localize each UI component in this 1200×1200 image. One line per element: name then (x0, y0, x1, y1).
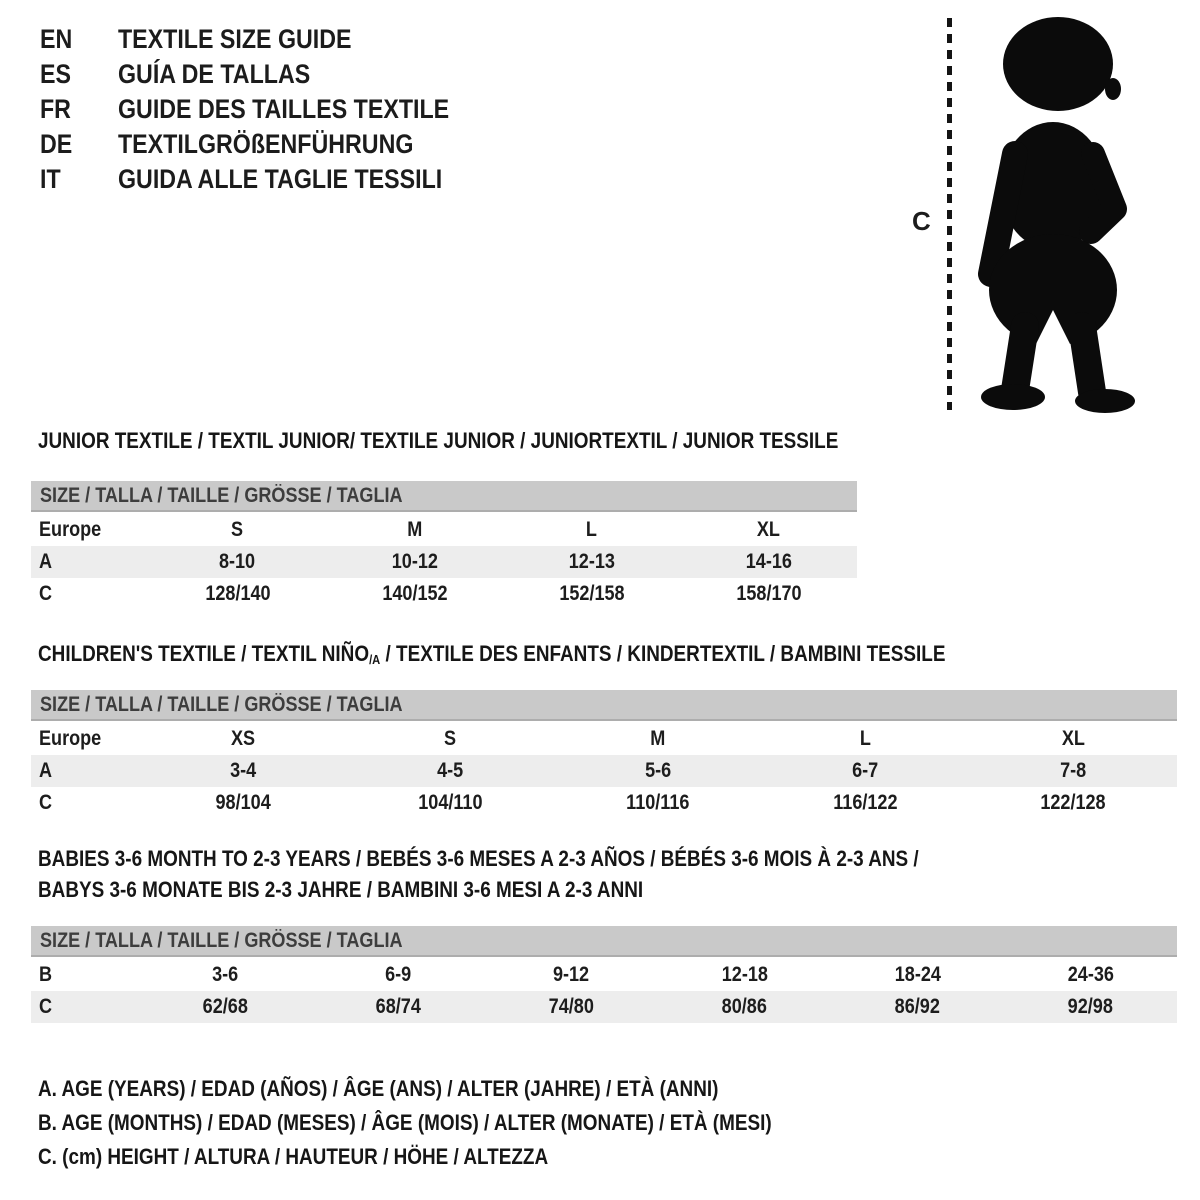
language-row-de (40, 127, 503, 162)
height-measure-label: C (912, 206, 931, 236)
table-row (31, 546, 857, 578)
cell-text: C (39, 995, 53, 1018)
cell-text: 86/92 (894, 995, 941, 1018)
size-value-cell (503, 514, 680, 546)
legend-line-a: A. AGE (YEARS) / EDAD (AÑOS) / ÂGE (ANS) / ALTER (JAHRE) / ETÀ (ANNI) (38, 1076, 719, 1101)
junior-table-body (31, 514, 857, 610)
size-value-cell (762, 723, 970, 755)
size-value-cell (658, 991, 831, 1023)
size-value-cell (554, 787, 762, 819)
cell-text: 68/74 (375, 995, 422, 1018)
cell-text: 62/68 (202, 995, 249, 1018)
size-table-header: SIZE / TALLA / TAILLE / GRÖSSE / TAGLIA (31, 690, 1177, 721)
cell-text: XL (756, 518, 781, 541)
size-value-cell (312, 991, 485, 1023)
height-figure (910, 10, 1160, 422)
size-value-cell (680, 546, 857, 578)
cell-text: 3-6 (212, 963, 239, 986)
cell-text: XS (230, 727, 255, 750)
size-value-cell (139, 959, 312, 991)
language-title-list (40, 22, 503, 197)
cell-text: 7-8 (1060, 759, 1087, 782)
cell-text: 152/158 (558, 582, 625, 605)
size-value-cell (762, 755, 970, 787)
babies-section-title: BABIES 3-6 MONTH TO 2-3 YEARS / BEBÉS 3-6 MESES A 2-3 AÑOS / BÉBÉS 3-6 MOIS À 2-3 ANS / BABYS 3-6 MONATE BIS 2-3 JAHRE / BAMBINI 3-6 MESI A 2-3 ANNI (38, 846, 919, 902)
cell-text: XL (1061, 727, 1085, 750)
measurement-legend (38, 1072, 891, 1174)
size-value-cell (347, 755, 555, 787)
language-code: EN (40, 24, 73, 54)
language-code: ES (40, 59, 71, 89)
cell-text: 116/122 (833, 791, 898, 814)
row-label-cell (31, 787, 139, 819)
language-title: GUÍA DE TALLAS (118, 59, 311, 89)
cell-text: 98/104 (215, 791, 271, 814)
language-row-it (40, 162, 503, 197)
size-value-cell (139, 991, 312, 1023)
table-row (31, 755, 1177, 787)
junior-section-title: JUNIOR TEXTILE / TEXTIL JUNIOR/ TEXTILE JUNIOR / JUNIORTEXTIL / JUNIOR TESSILE (38, 428, 839, 453)
language-code: FR (40, 94, 71, 124)
cell-text: 10-12 (391, 550, 438, 573)
junior-size-table (31, 481, 857, 610)
language-title: TEXTILGRÖßENFÜHRUNG (118, 129, 414, 159)
cell-text: 14-16 (745, 550, 792, 573)
row-label-cell (31, 959, 139, 991)
size-value-cell (139, 787, 347, 819)
row-label-cell (31, 578, 149, 610)
size-value-cell (139, 755, 347, 787)
size-value-cell (969, 755, 1177, 787)
cell-text: 3-4 (229, 759, 256, 782)
children-table-body (31, 723, 1177, 819)
size-value-cell (762, 787, 970, 819)
babies-size-table (31, 926, 1177, 1023)
cell-text: 80/86 (721, 995, 768, 1018)
language-row-es (40, 57, 503, 92)
size-value-cell (326, 578, 503, 610)
size-value-cell (149, 578, 326, 610)
language-title: TEXTILE SIZE GUIDE (118, 24, 352, 54)
row-label-cell (31, 755, 139, 787)
cell-text: 4-5 (437, 759, 464, 782)
cell-text: A (39, 550, 53, 573)
cell-text: 6-9 (385, 963, 412, 986)
size-value-cell (658, 959, 831, 991)
cell-text: M (406, 518, 423, 541)
size-value-cell (149, 546, 326, 578)
table-row (31, 991, 1177, 1023)
size-value-cell (1004, 959, 1177, 991)
children-section-title: CHILDREN'S TEXTILE / TEXTIL NIÑO/A / TEXTILE DES ENFANTS / KINDERTEXTIL / BAMBINI TESSILE (38, 641, 946, 667)
language-row-fr (40, 92, 503, 127)
size-value-cell (831, 991, 1004, 1023)
size-value-cell (149, 514, 326, 546)
size-value-cell (326, 546, 503, 578)
size-value-cell (1004, 991, 1177, 1023)
cell-text: 9-12 (553, 963, 590, 986)
children-size-table (31, 690, 1177, 819)
row-label-cell (31, 514, 149, 546)
language-code: IT (40, 164, 61, 194)
cell-text: S (444, 727, 457, 750)
legend-line-c: C. (cm) HEIGHT / ALTURA / HAUTEUR / HÖHE / ALTEZZA (38, 1144, 549, 1169)
cell-text: 18-24 (894, 963, 941, 986)
cell-text: L (585, 518, 598, 541)
size-value-cell (326, 514, 503, 546)
size-value-cell (485, 959, 658, 991)
cell-text: M (650, 727, 666, 750)
size-value-cell (831, 959, 1004, 991)
table-row (31, 578, 857, 610)
legend-line-b: B. AGE (MONTHS) / EDAD (MESES) / ÂGE (MOIS) / ALTER (MONATE) / ETÀ (MESI) (38, 1110, 772, 1135)
cell-text: A (39, 759, 53, 782)
table-row (31, 723, 1177, 755)
cell-text: B (39, 963, 53, 986)
cell-text: C (39, 582, 53, 605)
language-title: GUIDA ALLE TAGLIE TESSILI (118, 164, 443, 194)
size-value-cell (347, 723, 555, 755)
table-row (31, 787, 1177, 819)
cell-text: L (860, 727, 872, 750)
cell-text: 6-7 (852, 759, 879, 782)
cell-text: S (231, 518, 244, 541)
cell-text: 128/140 (204, 582, 271, 605)
cell-text: 110/116 (626, 791, 690, 814)
size-table-header: SIZE / TALLA / TAILLE / GRÖSSE / TAGLIA (31, 481, 857, 512)
cell-text: 8-10 (219, 550, 256, 573)
row-label-cell (31, 546, 149, 578)
language-title: GUIDE DES TAILLES TEXTILE (118, 94, 450, 124)
size-value-cell (554, 755, 762, 787)
size-value-cell (680, 514, 857, 546)
cell-text: 158/170 (735, 582, 802, 605)
cell-text: 140/152 (381, 582, 448, 605)
size-value-cell (554, 723, 762, 755)
table-row (31, 959, 1177, 991)
cell-text: Europe (39, 518, 102, 541)
cell-text: 12-13 (568, 550, 615, 573)
language-code: DE (40, 129, 73, 159)
row-label-cell (31, 991, 139, 1023)
cell-text: C (39, 791, 53, 814)
size-value-cell (347, 787, 555, 819)
cell-text: 104/110 (418, 791, 483, 814)
cell-text: Europe (39, 727, 102, 750)
language-row-en (40, 22, 503, 57)
size-value-cell (312, 959, 485, 991)
size-value-cell (139, 723, 347, 755)
table-row (31, 514, 857, 546)
row-label-cell (31, 723, 139, 755)
cell-text: 5-6 (644, 759, 672, 782)
babies-table-body (31, 959, 1177, 1023)
size-value-cell (969, 723, 1177, 755)
cell-text: 74/80 (548, 995, 595, 1018)
size-value-cell (503, 546, 680, 578)
height-measure-dashed-line-icon (947, 18, 952, 410)
size-value-cell (485, 991, 658, 1023)
toddler-silhouette-icon (965, 14, 1145, 414)
size-value-cell (503, 578, 680, 610)
size-value-cell (680, 578, 857, 610)
cell-text: 122/128 (1040, 791, 1106, 814)
size-table-header: SIZE / TALLA / TAILLE / GRÖSSE / TAGLIA (31, 926, 1177, 957)
cell-text: 24-36 (1067, 963, 1114, 986)
cell-text: 12-18 (721, 963, 768, 986)
size-value-cell (969, 787, 1177, 819)
cell-text: 92/98 (1067, 995, 1114, 1018)
